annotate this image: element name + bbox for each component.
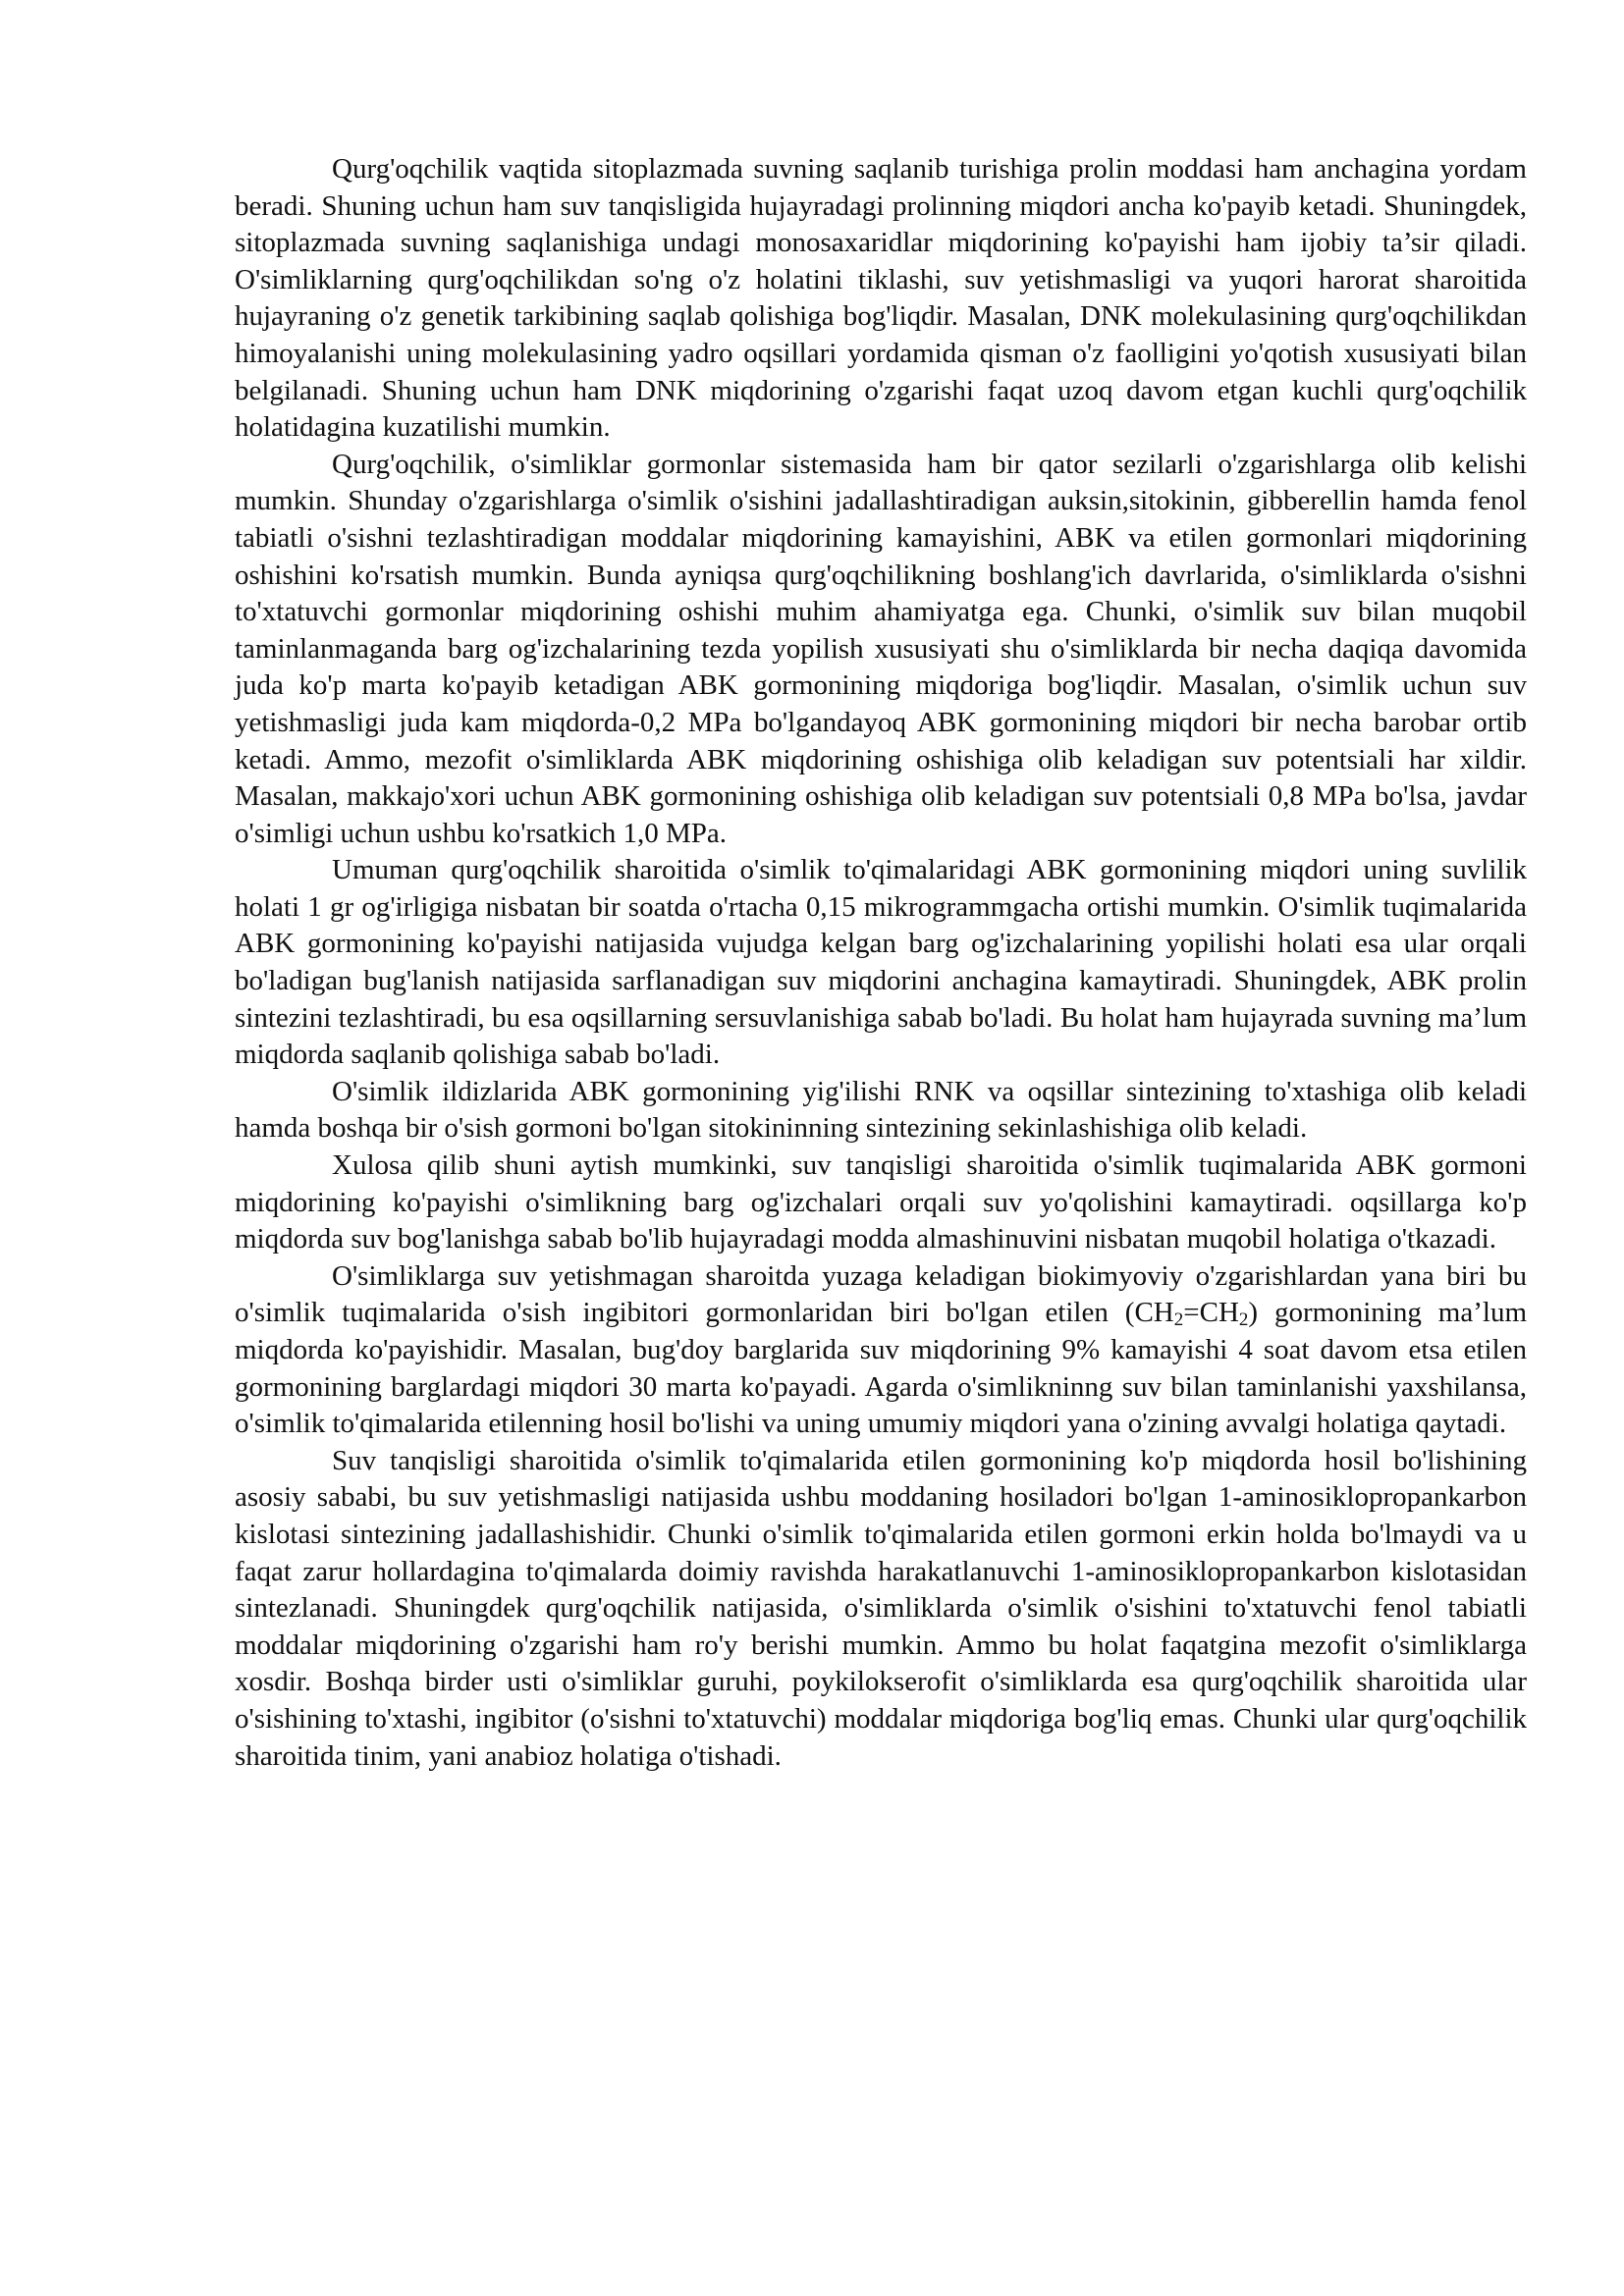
ethylene-text-after: ) gormonining ma’lum miqdorda ko'payishidir. Masalan, bug'doy barglarida suv miqdorining 9% kamayishi 4 soat davom etsa etilen gormonining barglardagi miqdori 30 marta ko'payadi. Agarda o'simlikninng suv bilan taminlanishi yaxshilansa, o'simlik to'qimalarida etilenning hosil bo'lishi va uning umumiy miqdori yana o'zining avvalgi holatiga qaytadi. <box>235 1297 1528 1440</box>
paragraph-proline: Qurg'oqchilik vaqtida sitoplazmada suvning saqlanib turishiga prolin moddasi ham anchagina yordam beradi. Shuning uchun ham suv tanqisligida hujayradagi prolinning miqdori ancha ko'payib ketadi. Shuningdek, sitoplazmada suvning saqlanishiga undagi monosaxaridlar miqdorining ko'payishi ham ijobiy ta’sir qiladi. O'simliklarning qurg'oqchilikdan so'ng o'z holatini tiklashi, suv yetishmasligi va yuqori harorat sharoitida hujayraning o'z genetik tarkibining saqlab qolishiga bog'liqdir. Masalan, DNK molekulasining qurg'oqchilikdan himoyalanishi uning molekulasining yadro oqsillari yordamida qisman o'z faolligini yo'qotish xususiyati bilan belgilanadi. Shuning uchun ham DNK miqdorining o'zgarishi faqat uzoq davom etgan kuchli qurg'oqchilik holatidagina kuzatilishi mumkin. <box>235 153 1527 444</box>
ethylene-subscript-2: 2 <box>1238 1309 1249 1331</box>
paragraph-conclusion: Xulosa qilib shuni aytish mumkinki, suv tanqisligi sharoitida o'simlik tuqimalarida ABK gormoni miqdorining ko'payishi o'simlikning barg og'izchalari orqali suv yo'qolishini kamaytiradi. oqsillarga ko'p miqdorda suv bog'lanishga sabab bo'lib hujayradagi modda almashinuvini nisbatan muqobil holatiga o'tkazadi. <box>235 1149 1527 1255</box>
paragraph-ethylene-synthesis: Suv tanqisligi sharoitida o'simlik to'qimalarida etilen gormonining ko'p miqdorda hosil bo'lishining asosiy sababi, bu suv yetishmasligi natijasida ushbu moddaning hosiladori bo'lgan 1-aminosiklopropankarbon kislotasi sintezining jadallashishidir. Chunki o'simlik to'qimalarida etilen gormoni erkin holda bo'lmaydi va u faqat zarur hollardagina to'qimalarda doimiy ravishda harakatlanuvchi 1-aminosiklopropankarbon kislotasidan sintezlanadi. Shuningdek qurg'oqchilik natijasida, o'simliklarda o'simlik o'sishini to'xtatuvchi fenol tabiatli moddalar miqdorining o'zgarishi ham ro'y berishi mumkin. Ammo bu holat faqatgina mezofit o'simliklarga xosdir. Boshqa birder usti o'simliklar guruhi, poykilokserofit o'simliklarda esa qurg'oqchilik sharoitida ular o'sishining to'xtashi, ingibitor (o'sishni to'xtatuvchi) moddalar miqdoriga bog'liq emas. Chunki ular qurg'oqchilik sharoitida tinim, yani anabioz holatiga o'tishadi. <box>235 1444 1527 1772</box>
ethylene-text-before: O'simliklarga suv yetishmagan sharoitda yuzaga keladigan biokimyoviy o'zgarishlardan yana biri bu o'simlik tuqimalarida o'sish ingibitori gormonlaridan biri bo'lgan etilen (CH <box>235 1259 1527 1329</box>
paragraph-abk-content: Umuman qurg'oqchilik sharoitida o'simlik to'qimalaridagi ABK gormonining miqdori uning suvlilik holati 1 gr og'irligiga nisbatan bir soatda o'rtacha 0,15 mikrogrammgacha ortishi mumkin. O'simlik tuqimalarida ABK gormonining ko'payishi natijasida vujudga kelgan barg og'izchalarining yopilishi holati esa ular orqali bo'ladigan bug'lanish natijasida sarflanadigan suv miqdorini anchagina kamaytiradi. Shuningdek, ABK prolin sintezini tezlashtiradi, bu esa oqsillarning sersuvlanishiga sabab bo'ladi. Bu holat ham hujayrada suvning ma’lum miqdorda saqlanib qolishiga sabab bo'ladi. <box>235 854 1527 1071</box>
paragraph-hormones: Qurg'oqchilik, o'simliklar gormonlar sistemasida ham bir qator sezilarli o'zgarishlarga olib kelishi mumkin. Shunday o'zgarishlarga o'simlik o'sishini jadallashtiradigan auksin,sitokinin, gibberellin hamda fenol tabiatli o'sishni tezlashtiradigan moddalar miqdorining kamayishini, ABK va etilen gormonlari miqdorining oshishini ko'rsatish mumkin. Bunda ayniqsa qurg'oqchilikning boshlang'ich davrlarida, o'simliklarda o'sishni to'xtatuvchi gormonlar miqdorining oshishi muhim ahamiyatga ega. Chunki, o'simlik suv bilan muqobil taminlanmaganda barg og'izchalarining tezda yopilish xususiyati shu o'simliklarda bir necha daqiqa davomida juda ko'p marta ko'payib ketadigan ABK gormonining miqdoriga bog'liqdir. Masalan, o'simlik uchun suv yetishmasligi juda kam miqdorda-0,2 MPa bo'lgandayoq ABK gormonining miqdori bir necha barobar ortib ketadi. Ammo, mezofit o'simliklarda ABK miqdorining oshishiga olib keladigan suv potentsiali har xildir. Masalan, makkajo'xori uchun ABK gormonining oshishiga olib keladigan suv potentsiali 0,8 MPa bo'lsa, javdar o'simligi uchun ushbu ko'rsatkich 1,0 MPa. <box>235 448 1527 849</box>
ethylene-text-mid: =CH <box>1183 1297 1239 1329</box>
paragraph-roots: O'simlik ildizlarida ABK gormonining yig'ilishi RNK va oqsillar sintezining to'xtashiga olib keladi hamda boshqa bir o'sish gormoni bo'lgan sitokininning sintezining sekinlashishiga olib keladi. <box>235 1075 1527 1145</box>
ethylene-subscript-1: 2 <box>1173 1309 1184 1331</box>
document-page <box>235 151 1527 1775</box>
paragraph-ethylene <box>235 1258 1527 1443</box>
